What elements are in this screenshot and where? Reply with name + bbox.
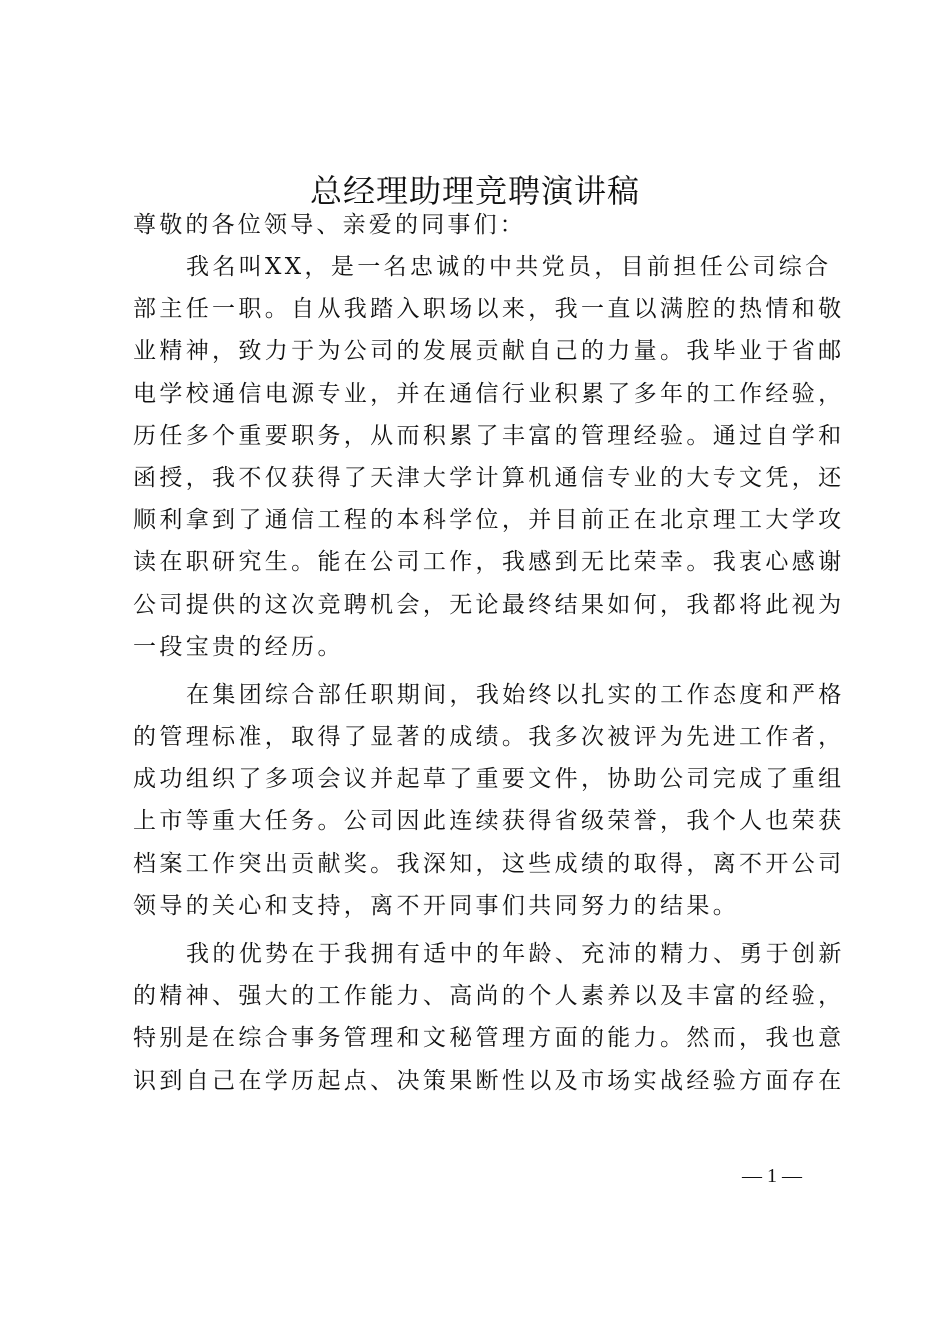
paragraph-line: 特别是在综合事务管理和文秘管理方面的能力。然而，我也意 (133, 1025, 845, 1052)
paragraph-achievements (133, 674, 845, 927)
paragraph-line: 在集团综合部任职期间，我始终以扎实的工作态度和严格 (186, 681, 845, 708)
paragraph-line: 的管理标准，取得了显著的成绩。我多次被评为先进工作者， (133, 724, 845, 751)
paragraph-line: 公司提供的这次竞聘机会，无论最终结果如何，我都将此视为 (133, 591, 845, 618)
paragraph-line: 上市等重大任务。公司因此连续获得省级荣誉，我个人也荣获 (133, 808, 845, 835)
paragraph-line: 档案工作突出贡献奖。我深知，这些成绩的取得，离不开公司 (133, 850, 845, 877)
salutation: 尊敬的各位领导、亲爱的同事们： (133, 212, 526, 238)
paragraph-intro (133, 246, 845, 668)
paragraph-line: 我的优势在于我拥有适中的年龄、充沛的精力、勇于创新 (186, 941, 845, 967)
document-title: 总经理助理竞聘演讲稿 (309, 172, 640, 210)
paragraph-line: 识到自己在学历起点、决策果断性以及市场实战经验方面存在 (133, 1067, 845, 1094)
paragraph-line: 函授，我不仅获得了天津大学计算机通信专业的大专文凭，还 (133, 464, 845, 491)
paragraph-strengths (133, 933, 845, 1102)
paragraph-line: 顺利拿到了通信工程的本科学位，并目前正在北京理工大学攻 (133, 507, 845, 534)
paragraph-line: 读在职研究生。能在公司工作，我感到无比荣幸。我衷心感谢 (133, 549, 845, 576)
document-body (133, 204, 845, 1102)
paragraph-line: 电学校通信电源专业，并在通信行业积累了多年的工作经验， (133, 380, 845, 407)
paragraph-line: 一段宝贵的经历。 (133, 633, 344, 660)
page-number: — 1 — (742, 1165, 802, 1187)
paragraph-line: 业精神，致力于为公司的发展贡献自己的力量。我毕业于省邮 (133, 338, 845, 365)
paragraph-line: 我名叫XX，是一名忠诚的中共党员，目前担任公司综合 (186, 254, 832, 280)
paragraph-line: 的精神、强大的工作能力、高尚的个人素养以及丰富的经验， (133, 983, 845, 1010)
paragraph-line: 领导的关心和支持，离不开同事们共同努力的结果。 (133, 892, 740, 919)
paragraph-line: 部主任一职。自从我踏入职场以来，我一直以满腔的热情和敬 (133, 296, 845, 323)
paragraph-line: 成功组织了多项会议并起草了重要文件，协助公司完成了重组 (133, 766, 845, 793)
paragraph-line: 历任多个重要职务，从而积累了丰富的管理经验。通过自学和 (133, 422, 845, 449)
